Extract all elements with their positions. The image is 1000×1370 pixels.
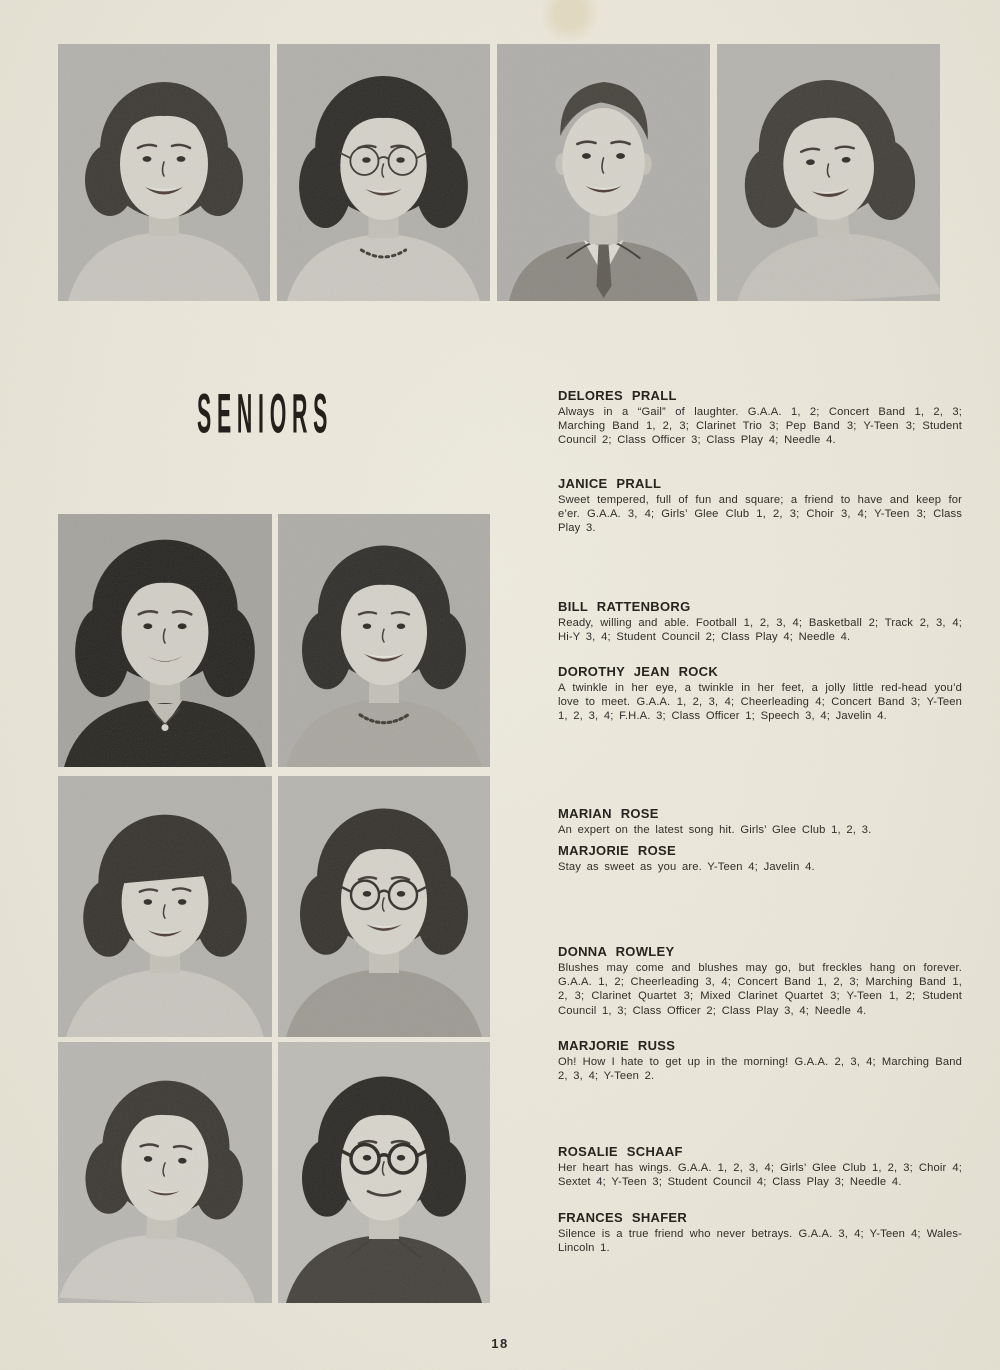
senior-entry (558, 664, 962, 724)
portrait-photo-grid-4 (278, 776, 490, 1037)
entry-name: DELORES PRALL (558, 388, 677, 403)
senior-entry (558, 1210, 962, 1255)
senior-entry (558, 388, 962, 448)
senior-entry (558, 806, 962, 837)
portrait-photo-grid-5 (58, 1042, 272, 1303)
entry-name: JANICE PRALL (558, 476, 662, 491)
entry-name: DOROTHY JEAN ROCK (558, 664, 719, 679)
senior-entry (558, 1144, 962, 1189)
senior-entry (558, 476, 962, 536)
entry-activities: A twinkle in her eye, a twinkle in her feet, a jolly little red-head you’d love to meet. G.A.A. 1, 2, 3, 4; Cheerleading 4; Concert Band 3; Y-Teen 1, 2, 3, 4; F.H.A. 3; Class Officer 1; Speech 3, 4; Javelin 4. (558, 682, 962, 723)
entry-name: MARJORIE ROSE (558, 843, 676, 858)
portrait-photo-top-4 (717, 44, 940, 301)
entry-activities: An expert on the latest song hit. Girls’ Glee Club 1, 2, 3. (558, 824, 872, 836)
portrait-photo-grid-3 (58, 776, 272, 1037)
portrait-photo-top-2 (277, 44, 490, 301)
portrait-photo-top-3 (497, 44, 710, 301)
entry-activities: Stay as sweet as you are. Y-Teen 4; Javelin 4. (558, 861, 815, 873)
entry-activities: Blushes may come and blushes may go, but freckles hang on forever. G.A.A. 1, 2; Cheerleading 3, 4; Concert Band 1, 2, 3; Marching Band 1, 2, 3; Clarinet Quartet 3; Mixed Clarinet Quartet 3; Y-Teen 1, 2; Student Council 1, 3; Class Officer 2; Class Play 3, 4; Needle 4. (558, 962, 962, 1017)
entry-name: FRANCES SHAFER (558, 1210, 688, 1225)
entry-activities: Always in a “Gail” of laughter. G.A.A. 1, 2; Concert Band 1, 2, 3; Marching Band 1, 2, 3; Clarinet Trio 3; Pep Band 3; Y-Teen 3; Student Council 2; Class Officer 3; Class Play 4; Needle 4. (558, 406, 962, 447)
senior-entry (558, 1038, 962, 1083)
portrait-photo-grid-2 (278, 514, 490, 767)
entry-activities: Ready, willing and able. Football 1, 2, 3, 4; Basketball 2; Track 2, 3, 4; Hi-Y 3, 4; Student Council 2; Class Play 4; Needle 4. (558, 617, 962, 644)
entry-activities: Oh! How I hate to get up in the morning! G.A.A. 2, 3, 4; Marching Band 2, 3, 4; Y-Teen 2. (558, 1056, 962, 1083)
entry-name: MARJORIE RUSS (558, 1038, 676, 1053)
senior-entry (558, 944, 962, 1018)
entry-name: DONNA ROWLEY (558, 944, 675, 959)
senior-entry (558, 843, 962, 874)
entry-name: BILL RATTENBORG (558, 599, 691, 614)
entry-name: MARIAN ROSE (558, 806, 659, 821)
entry-name: ROSALIE SCHAAF (558, 1144, 683, 1159)
portrait-photo-top-1 (58, 44, 270, 301)
portrait-photo-grid-1 (58, 514, 272, 767)
entry-activities: Sweet tempered, full of fun and square; a friend to have and keep for e’er. G.A.A. 3, 4; Girls’ Glee Club 1, 2, 3; Choir 3, 4; Y-Teen 3; Class Play 3. (558, 494, 962, 535)
entry-activities: Her heart has wings. G.A.A. 1, 2, 3, 4; Girls’ Glee Club 1, 2, 3; Choir 4; Sextet 4; Y-Teen 3; Student Council 4; Class Play 3; Needle 4. (558, 1162, 962, 1189)
page-number: 18 (491, 1336, 509, 1351)
seniors-section-title: SENIORS (197, 381, 334, 446)
entry-activities: Silence is a true friend who never betrays. G.A.A. 3, 4; Y-Teen 4; Wales-Lincoln 1. (558, 1228, 962, 1255)
senior-entry (558, 599, 962, 644)
portrait-photo-grid-6 (278, 1042, 490, 1303)
